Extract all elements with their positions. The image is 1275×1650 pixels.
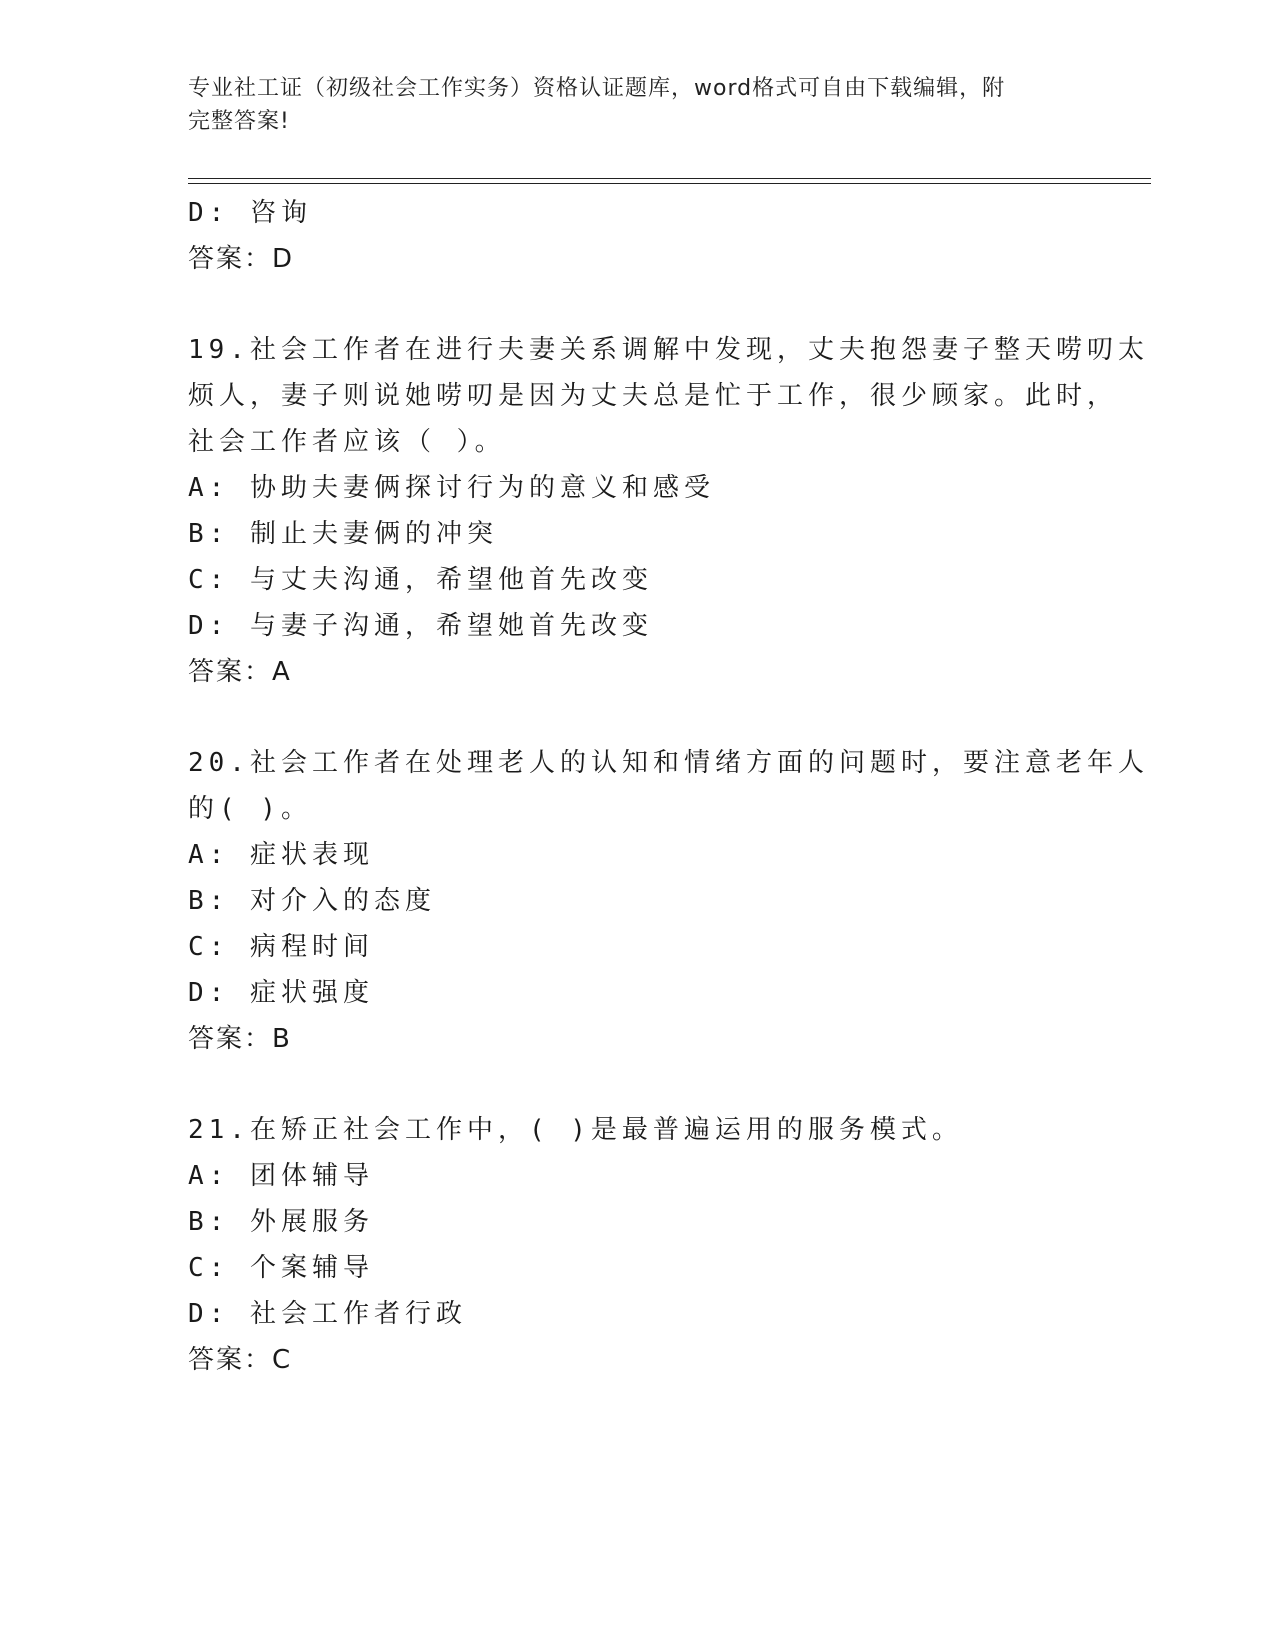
header-divider-bottom (188, 183, 1151, 184)
question-text-line: 19.社会工作者在进行夫妻关系调解中发现，丈夫抱怨妻子整天唠叨太 (188, 335, 1149, 365)
question-list (188, 190, 1149, 1383)
option-a: A: 协助夫妻俩探讨行为的意义和感受 (188, 473, 715, 503)
document-header (188, 72, 1088, 138)
answer-line: 答案：A (188, 657, 292, 687)
option-d: D: 与妻子沟通，希望她首先改变 (188, 611, 653, 641)
option-c: C: 个案辅导 (188, 1253, 374, 1283)
question-text-line: 的( )。 (188, 794, 312, 824)
option-b: B: 制止夫妻俩的冲突 (188, 519, 498, 549)
option-d: D: 社会工作者行政 (188, 1299, 467, 1329)
question-19 (188, 327, 1149, 695)
answer-line: 答案：B (188, 1024, 292, 1054)
question-text-line: 社会工作者应该（ ）。 (188, 427, 506, 457)
option-c: C: 与丈夫沟通，希望他首先改变 (188, 565, 653, 595)
option-d: D: 症状强度 (188, 978, 374, 1008)
option-b: B: 对介入的态度 (188, 886, 436, 916)
option-c: C: 病程时间 (188, 932, 374, 962)
option-a: A: 团体辅导 (188, 1161, 374, 1191)
question-20 (188, 740, 1149, 1062)
option-a: A: 症状表现 (188, 840, 374, 870)
question-text-line: 21.在矫正社会工作中，( )是最普遍运用的服务模式。 (188, 1115, 963, 1145)
header-divider-top (188, 178, 1151, 179)
question-text-line: 20.社会工作者在处理老人的认知和情绪方面的问题时，要注意老年人 (188, 748, 1149, 778)
answer-line: 答案：C (188, 1345, 293, 1375)
header-line-2: 完整答案! (188, 109, 290, 134)
header-line-1: 专业社工证（初级社会工作实务）资格认证题库，word格式可自由下载编辑，附 (188, 76, 1006, 101)
option-d: D: 咨询 (188, 198, 312, 228)
question-text-line: 烦人，妻子则说她唠叨是因为丈夫总是忙于工作，很少顾家。此时， (188, 381, 1119, 411)
option-b: B: 外展服务 (188, 1207, 374, 1237)
answer-line: 答案：D (188, 244, 295, 274)
question-18-tail (188, 190, 1088, 282)
question-21 (188, 1107, 1088, 1383)
